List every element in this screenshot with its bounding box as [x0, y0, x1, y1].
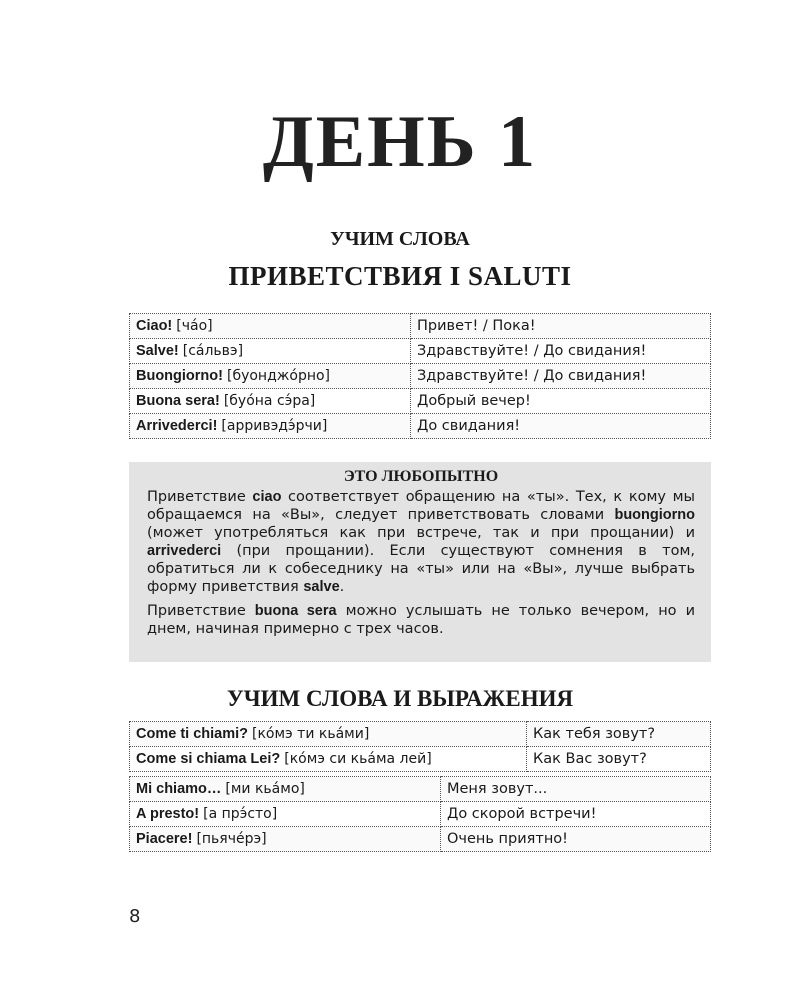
italian-cell: [130, 414, 411, 439]
italian-cell: [130, 389, 411, 414]
table-row: [130, 389, 711, 414]
table-row: [130, 722, 711, 747]
italian-term: buona sera: [254, 603, 337, 619]
day-title: ДЕНЬ 1: [262, 101, 538, 183]
table-row: [130, 364, 711, 389]
section-title: УЧИМ СЛОВА И ВЫРАЖЕНИЯ: [226, 686, 574, 711]
italian-word: A presto!: [136, 806, 200, 822]
russian-translation: Как Вас зовут?: [527, 747, 711, 772]
table-row: [130, 827, 711, 852]
italian-cell: [130, 722, 527, 747]
table-row: [130, 339, 711, 364]
italian-word: Piacere!: [136, 831, 193, 847]
transcription: [сáльвэ]: [182, 343, 244, 359]
note-text: можно услышать не только вечером, но и днем, начиная примерно с трех часов.: [147, 603, 696, 637]
italian-term: buongiorno: [614, 507, 695, 523]
transcription: [буонджóрно]: [226, 368, 331, 384]
italian-cell: [130, 314, 411, 339]
page-number: 8: [129, 906, 141, 927]
russian-translation: Как тебя зовут?: [527, 722, 711, 747]
curiosity-note: [129, 462, 711, 662]
note-text: Приветствие: [147, 489, 253, 505]
note-paragraph: [147, 488, 695, 596]
italian-word: Come ti chiami?: [136, 726, 248, 742]
italian-cell: [130, 802, 441, 827]
note-text: .: [339, 579, 345, 595]
italian-cell: [130, 747, 527, 772]
russian-translation: Добрый вечер!: [411, 389, 711, 414]
italian-word: Arrivederci!: [136, 418, 218, 434]
russian-translation: До свидания!: [411, 414, 711, 439]
note-text: соответствует обращению на «ты». Тех, к кому мы обращаемся на «Вы», следует приветствовать словами: [147, 489, 695, 523]
transcription: [кóмэ ти кьáми]: [252, 726, 370, 742]
note-title: ЭТО ЛЮБОПЫТНО: [343, 468, 499, 485]
italian-cell: [130, 364, 411, 389]
russian-translation: Меня зовут...: [441, 777, 711, 802]
note-text: (может употребляться как при встрече, так и при прощании) и: [147, 525, 695, 541]
table-row: [130, 314, 711, 339]
italian-term: salve: [303, 579, 340, 595]
phrases-table: [129, 721, 711, 772]
italian-word: Buongiorno!: [136, 368, 223, 384]
italian-cell: [130, 827, 441, 852]
italian-term: arrivederci: [147, 543, 222, 559]
transcription: [арривэдэ́рчи]: [221, 418, 328, 434]
transcription: [буóна сэ́ра]: [223, 393, 316, 409]
italian-term: ciao: [252, 489, 282, 505]
note-paragraph: [147, 602, 695, 638]
russian-translation: Здравствуйте! / До свидания!: [411, 339, 711, 364]
transcription: [чáо]: [176, 318, 213, 334]
transcription: [пьячéрэ]: [196, 831, 267, 847]
phrases-table: [129, 776, 711, 852]
italian-cell: [130, 777, 441, 802]
russian-translation: Очень приятно!: [441, 827, 711, 852]
note-text: (при прощании). Если существуют сомнения в том, обратиться ли к собеседнику на «ты» или на «Вы», лучше выбрать форму приветствия: [147, 543, 695, 595]
russian-translation: До скорой встречи!: [441, 802, 711, 827]
table-row: [130, 747, 711, 772]
transcription: [а прэ́сто]: [203, 806, 278, 822]
table-row: [130, 777, 711, 802]
italian-word: Salve!: [136, 343, 179, 359]
italian-word: Come si chiama Lei?: [136, 751, 281, 767]
section-title: ПРИВЕТСТВИЯ I SALUTI: [228, 261, 572, 291]
russian-translation: Привет! / Пока!: [411, 314, 711, 339]
table-row: [130, 414, 711, 439]
italian-word: Buona sera!: [136, 393, 220, 409]
russian-translation: Здравствуйте! / До свидания!: [411, 364, 711, 389]
transcription: [ми кьáмо]: [225, 781, 305, 797]
transcription: [кóмэ си кьáма лей]: [284, 751, 432, 767]
italian-cell: [130, 339, 411, 364]
greetings-table: [129, 313, 711, 439]
italian-word: Ciao!: [136, 318, 173, 334]
section-subtitle: УЧИМ СЛОВА: [330, 228, 470, 250]
italian-word: Mi chiamo…: [136, 781, 222, 797]
note-text: Приветствие: [147, 603, 255, 619]
table-row: [130, 802, 711, 827]
